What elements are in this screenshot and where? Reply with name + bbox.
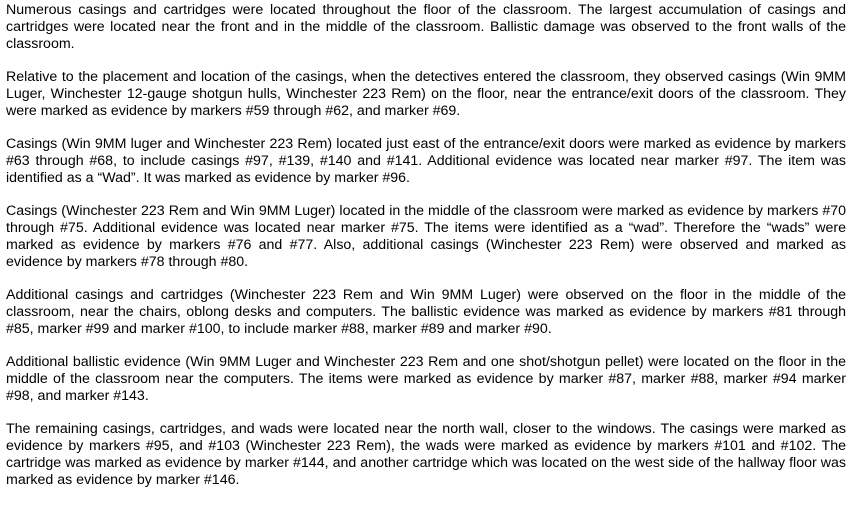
paragraph-2: Relative to the placement and location of the casings, when the detectives entered the classroom, they observed casings (Win 9MM Luger, Winchester 12-gauge shotgun hulls, Winchester 223 Rem) on the floor, near the entrance/exit doors of the classroom. They were marked as evidence by markers #59 through #62, and marker #69.	[6, 69, 846, 119]
paragraph-3: Casings (Win 9MM luger and Winchester 223 Rem) located just east of the entrance/exit doors were marked as evidence by markers #63 through #68, to include casings #97, #139, #140 and #141. Additional evidence was located near marker #97. The item was identified as a “Wad”. It was marked as evidence by marker #96.	[6, 136, 846, 186]
paragraph-4: Casings (Winchester 223 Rem and Win 9MM Luger) located in the middle of the classroom were marked as evidence by markers #70 through #75. Additional evidence was located near marker #75. The items were identified as a “wad”. Therefore the “wads” were marked as evidence by markers #76 and #77. Also, additional casings (Winchester 223 Rem) were observed and marked as evidence by markers #78 through #80.	[6, 203, 846, 270]
paragraph-5: Additional casings and cartridges (Winchester 223 Rem and Win 9MM Luger) were observed on the floor in the middle of the classroom, near the chairs, oblong desks and computers. The ballistic evidence was marked as evidence by markers #81 through #85, marker #99 and marker #100, to include marker #88, marker #89 and marker #90.	[6, 287, 846, 337]
paragraph-1: Numerous casings and cartridges were located throughout the floor of the classroom. The largest accumulation of casings and cartridges were located near the front and in the middle of the classroom. Ballistic damage was observed to the front walls of the classroom.	[6, 2, 846, 52]
paragraph-6: Additional ballistic evidence (Win 9MM Luger and Winchester 223 Rem and one shot/shotgun pellet) were located on the floor in the middle of the classroom near the computers. The items were marked as evidence by marker #87, marker #88, marker #94 marker #98, and marker #143.	[6, 354, 846, 404]
paragraph-7: The remaining casings, cartridges, and wads were located near the north wall, closer to the windows. The casings were marked as evidence by markers #95, and #103 (Winchester 223 Rem), the wads were marked as evidence by markers #101 and #102. The cartridge was marked as evidence by marker #144, and another cartridge which was located on the west side of the hallway floor was marked as evidence by marker #146.	[6, 421, 846, 488]
